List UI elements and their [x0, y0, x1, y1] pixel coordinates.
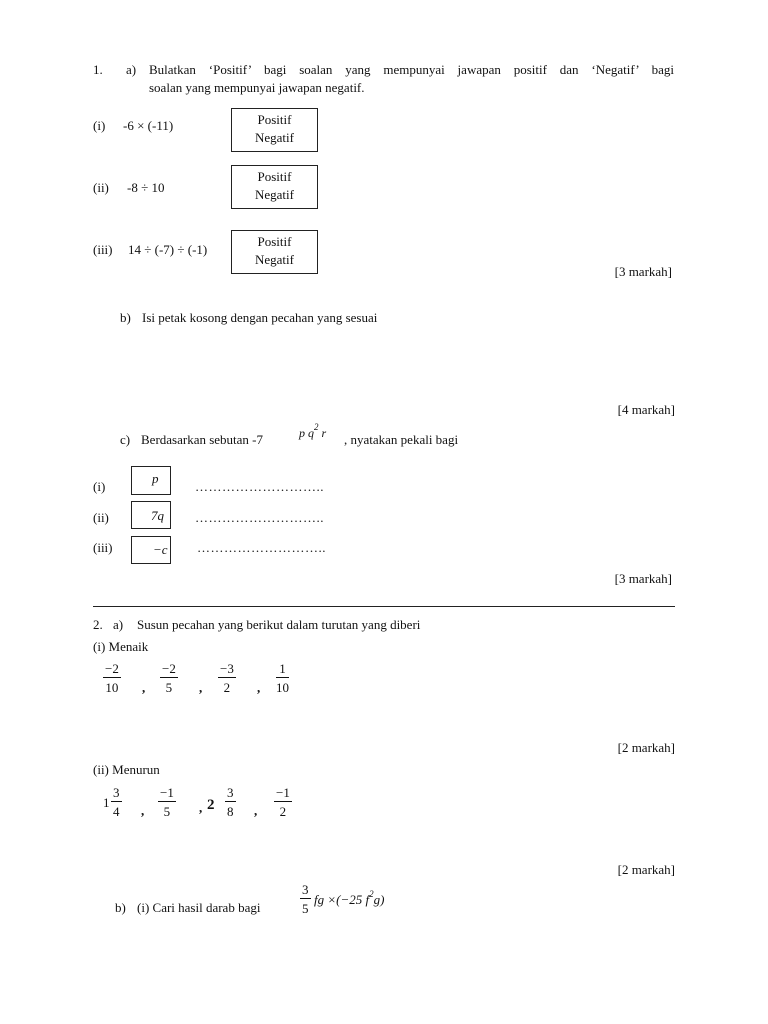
- fraction: [300, 883, 311, 915]
- expression-exponent: 2: [369, 889, 374, 899]
- q1a-iii-label: (iii): [93, 242, 113, 257]
- numerator: 3: [227, 785, 234, 800]
- q1c-i-term: p: [152, 471, 159, 486]
- q1c-label: c): [120, 432, 131, 447]
- comma: ,: [199, 800, 203, 815]
- q1a-ii-label: (ii): [93, 180, 109, 195]
- q2a-instruction: Susun pecahan yang berikut dalam turutan yang diberi: [137, 617, 421, 632]
- numerator: 3: [302, 882, 309, 897]
- q1-number: 1.: [93, 62, 103, 77]
- q2b-instruction: (i) Cari hasil darab bagi: [137, 900, 261, 915]
- expression-part: fg ×(−25 f: [314, 892, 370, 907]
- q1c-ii-box: [131, 501, 171, 529]
- q1c-iii-term: −c: [153, 542, 168, 557]
- q1c-ii-term: 7q: [151, 508, 164, 523]
- denominator: 8: [227, 804, 234, 819]
- option-negatif[interactable]: Negatif: [255, 252, 294, 267]
- q1a-label: a): [126, 62, 137, 77]
- term-q: q: [308, 426, 314, 440]
- numerator: −1: [160, 785, 174, 800]
- q1a-instruction-line1: Bulatkan ‘Positif’ bagi soalan yang mempunyai jawapan positif dan ‘Negatif’ bagi: [149, 62, 674, 77]
- q2a-i-label: (i) Menaik: [93, 639, 149, 654]
- mixed-whole: 2: [207, 797, 215, 813]
- q1c-iii-label: (iii): [93, 540, 113, 555]
- mixed-whole: 1: [103, 795, 110, 810]
- q1a-i-label: (i): [93, 118, 106, 133]
- q1c-i-answer-line[interactable]: ………………………..: [195, 479, 324, 494]
- comma: ,: [199, 680, 203, 695]
- q1c-ii-answer-line[interactable]: ………………………..: [195, 510, 324, 525]
- q1a-ii-expression: -8 ÷ 10: [127, 180, 165, 195]
- q1c-iii-box: [131, 536, 171, 564]
- expression-part: g): [373, 892, 385, 907]
- denominator: 4: [113, 804, 120, 819]
- q1a-instruction-line2: soalan yang mempunyai jawapan negatif.: [149, 80, 365, 95]
- denominator: 5: [165, 680, 173, 695]
- q1a-i-choice-box[interactable]: [231, 108, 318, 152]
- denominator: 2: [223, 680, 231, 695]
- q2-number: 2.: [93, 617, 103, 632]
- q1c-i-box: [131, 466, 171, 495]
- q1a-marks: [3 markah]: [614, 264, 672, 279]
- fraction: [158, 786, 176, 818]
- q1a-iii-expression: 14 ÷ (-7) ÷ (-1): [128, 242, 208, 257]
- term-p: p: [299, 426, 305, 440]
- option-positif[interactable]: Positif: [257, 234, 292, 249]
- fraction: [103, 662, 121, 694]
- q2a-label: a): [113, 617, 124, 632]
- denominator: 5: [163, 804, 171, 819]
- numerator: 3: [113, 785, 120, 800]
- q2b-label: b): [115, 900, 126, 915]
- q1b-marks: [4 markah]: [617, 402, 675, 417]
- fraction: [225, 786, 236, 818]
- comma: ,: [141, 803, 145, 818]
- q1c-instruction-end: , nyatakan pekali bagi: [344, 432, 459, 447]
- numerator: 1: [279, 661, 286, 676]
- comma: ,: [142, 680, 146, 695]
- q1c-iii-answer-line[interactable]: ………………………..: [197, 540, 326, 555]
- q2a-ii-label: (ii) Menurun: [93, 762, 160, 777]
- section-divider: [93, 606, 675, 607]
- q2a-ii-marks: [2 markah]: [617, 862, 675, 877]
- numerator: −1: [276, 785, 290, 800]
- denominator: 2: [279, 804, 287, 819]
- numerator: −2: [105, 661, 119, 676]
- option-positif[interactable]: Positif: [257, 169, 292, 184]
- q1c-instruction-start: Berdasarkan sebutan -7: [141, 432, 264, 447]
- option-positif[interactable]: Positif: [257, 112, 292, 127]
- option-negatif[interactable]: Negatif: [255, 130, 294, 145]
- q1c-marks: [3 markah]: [614, 571, 672, 586]
- q1a-i-expression: -6 × (-11): [123, 118, 174, 133]
- q2b-expression: [314, 889, 385, 908]
- q1a-iii-choice-box[interactable]: [231, 230, 318, 274]
- denominator: 10: [105, 680, 119, 695]
- q1c-algebraic-term: [299, 422, 327, 440]
- fraction: [111, 786, 122, 818]
- numerator: −3: [220, 661, 234, 676]
- denominator: 10: [276, 680, 289, 695]
- q1b-label: b): [120, 310, 131, 325]
- numerator: −2: [162, 661, 176, 676]
- fraction: [218, 662, 236, 694]
- q1b-instruction: Isi petak kosong dengan pecahan yang sesuai: [142, 310, 378, 325]
- fraction: [276, 662, 289, 694]
- fraction: [160, 662, 178, 694]
- comma: ,: [254, 803, 258, 818]
- q2a-i-marks: [2 markah]: [617, 740, 675, 755]
- denominator: 5: [302, 901, 309, 916]
- q1a-ii-choice-box[interactable]: [231, 165, 318, 209]
- option-negatif[interactable]: Negatif: [255, 187, 294, 202]
- term-r: r: [321, 426, 327, 440]
- comma: ,: [257, 680, 261, 695]
- fraction: [274, 786, 292, 818]
- q1c-i-label: (i): [93, 479, 106, 494]
- q1c-ii-label: (ii): [93, 510, 109, 525]
- term-exponent: 2: [314, 422, 319, 432]
